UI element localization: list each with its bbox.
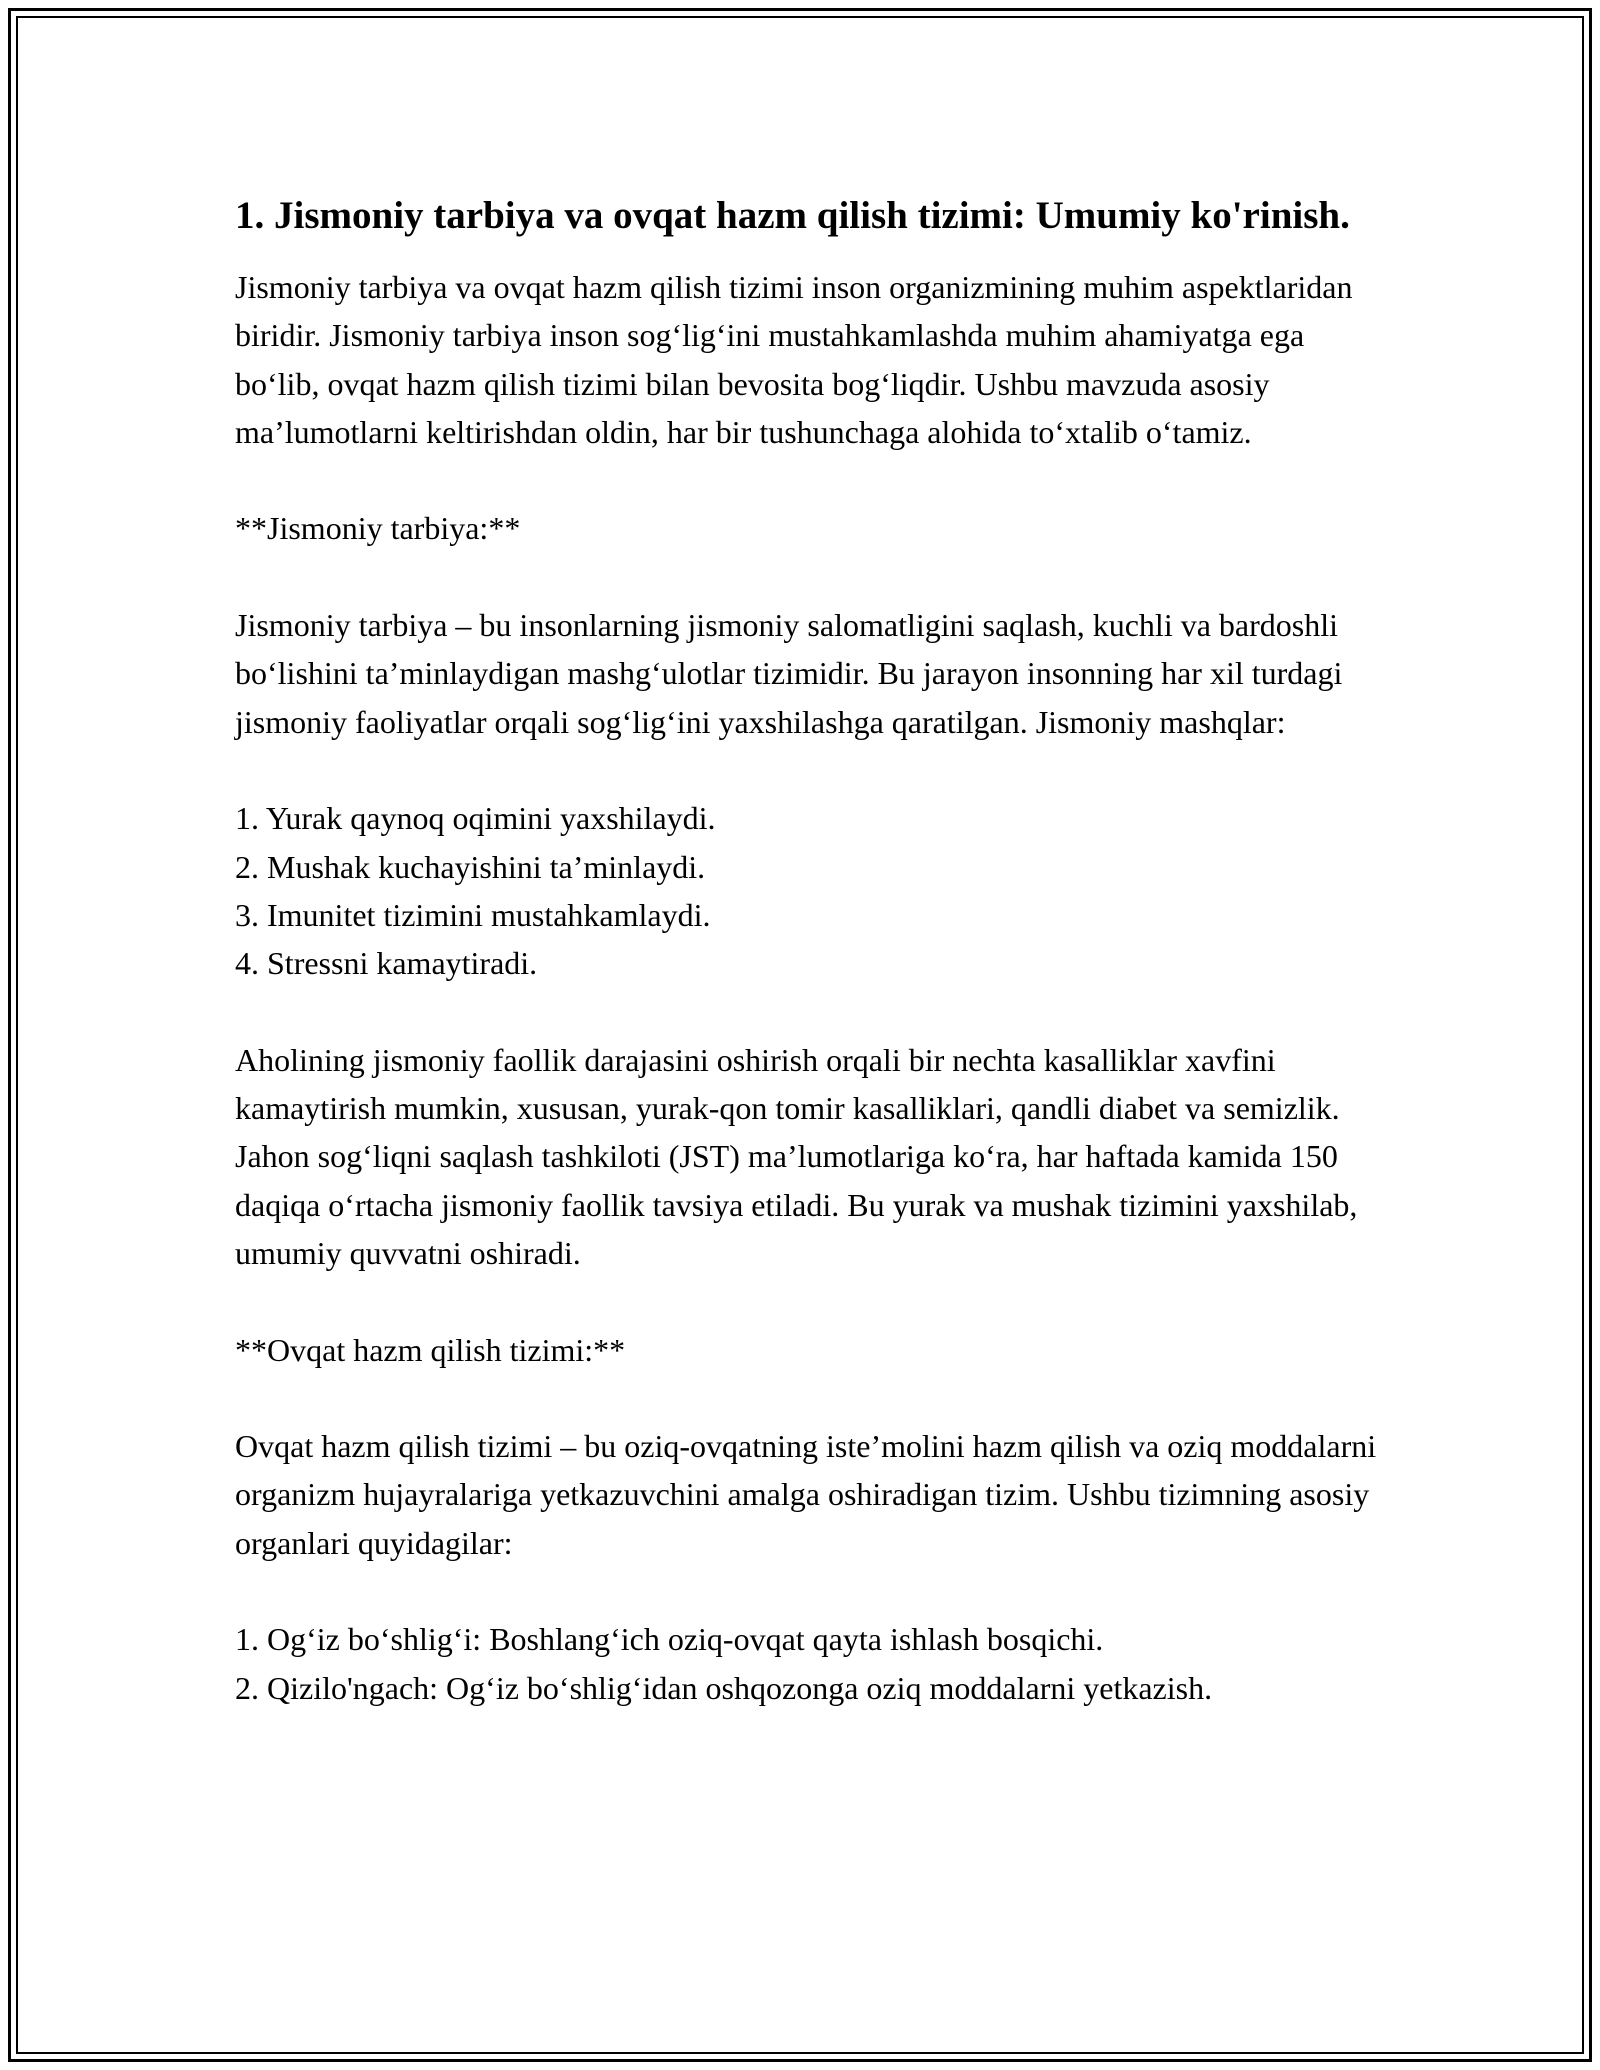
list-item: 1. Yurak qaynoq oqimini yaxshilaydi. [235,800,716,837]
paragraph-spacer [235,987,1385,1035]
list-item: 3. Imunitet tizimini mustahkamlaydi. [235,896,711,933]
physical-activity-paragraph: Aholining jismoniy faollik darajasini oshirish orqali bir nechta kasalliklar xavfini kamaytirish mumkin, xususan, yurak-qon tomir kasalliklari, qandli diabet va semizlik. Jahon sog‘liqni saqlash tashkiloti (JST) ma’lumotlariga ko‘ra, har haftada kamida 150 daqiqa o‘rtacha jismoniy faollik tavsiya etiladi. Bu yurak va mushak tizimini yaxshilab, umumiy quvvatni oshiradi. [235,1041,1358,1271]
paragraph-spacer [235,1567,1385,1615]
digestive-system-paragraph: Ovqat hazm qilish tizimi – bu oziq-ovqatning iste’molini hazm qilish va oziq moddalarni organizm hujayralariga yetkazuvchini amalga oshiradigan tizim. Ushbu tizimning asosiy organlari quyidagilar: [235,1428,1377,1561]
paragraph-spacer [235,1277,1385,1325]
paragraph-spacer [235,746,1385,794]
document-body [235,188,1385,1712]
paragraph-spacer [235,456,1385,504]
list-item: 1. Og‘iz bo‘shlig‘i: Boshlang‘ich oziq-ovqat qayta ishlash bosqichi. [235,1621,1104,1658]
physical-education-paragraph: Jismoniy tarbiya – bu insonlarning jismoniy salomatligini saqlash, kuchli va bardoshli bo‘lishini ta’minlaydigan mashg‘ulotlar tizimidir. Bu jarayon insonning har xil turdagi jismoniy faoliyatlar orqali sog‘lig‘ini yaxshilashga qaratilgan. Jismoniy mashqlar: [235,607,1343,740]
list-item: 2. Qizilo'ngach: Og‘iz bo‘shlig‘idan oshqozonga oziq moddalarni yetkazish. [235,1669,1213,1706]
list-item: 2. Mushak kuchayishini ta’minlaydi. [235,848,706,885]
paragraph-spacer [235,1374,1385,1422]
section-heading-digestive-system: **Ovqat hazm qilish tizimi:** [235,1331,626,1368]
document-title: 1. Jismoniy tarbiya va ovqat hazm qilish tizimi: Umumiy ko'rinish. [235,194,1350,237]
intro-paragraph: Jismoniy tarbiya va ovqat hazm qilish tizimi inson organizmining muhim aspektlaridan biridir. Jismoniy tarbiya inson sog‘lig‘ini mustahkamlashda muhim ahamiyatga ega bo‘lib, ovqat hazm qilish tizimi bilan bevosita bog‘liqdir. Ushbu mavzuda asosiy ma’lumotlarni keltirishdan oldin, har bir tushunchaga alohida to‘xtalib o‘tamiz. [235,269,1353,450]
list-item: 4. Stressni kamaytiradi. [235,945,538,982]
section-heading-physical-education: **Jismoniy tarbiya:** [235,510,521,547]
paragraph-spacer [235,553,1385,601]
